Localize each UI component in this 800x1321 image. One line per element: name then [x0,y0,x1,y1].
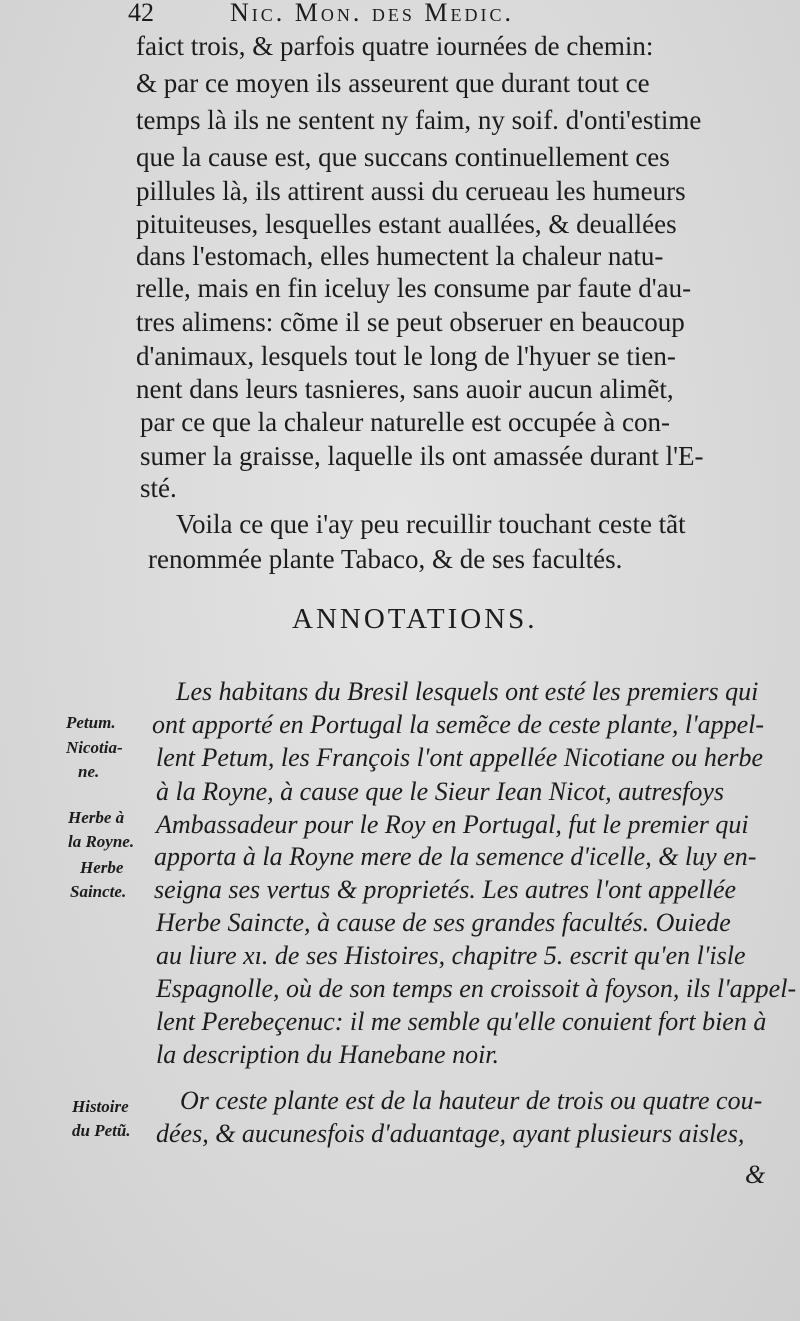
margin-note: ne. [78,762,100,781]
body-line: relle, mais en fin iceluy les consume par faute d'au- [136,273,692,303]
annotation-line: ont apporté en Portugal la semẽce de ceste plante, l'appel- [152,710,765,739]
body-line: sumer la graisse, laquelle ils ont amassée durant l'E- [140,441,704,471]
margin-note: Saincte. [70,882,127,901]
running-title: Nic. Mon. des Medic. [230,0,515,27]
body-line: pituiteuses, lesquelles estant auallées, & deuallées [136,209,677,239]
section-heading: ANNOTATIONS. [292,603,538,635]
body-line: & par ce moyen ils asseurent que durant tout ce [136,68,650,98]
margin-note: du Petũ. [72,1121,131,1140]
margin-note: Nicotia- [66,738,123,757]
body-line: sté. [140,473,177,503]
body-line: temps là ils ne sentent ny faim, ny soif. d'onti'estime [136,105,702,135]
body-line: renommée plante Tabaco, & de ses facultés. [148,544,623,574]
margin-note: la Royne. [68,832,135,851]
annotation-line: lent Perebeçenuc: il me semble qu'elle conuient fort bien à [156,1007,767,1036]
annotation-line: seigna ses vertus & proprietés. Les autres l'ont appellée [154,875,737,904]
annotation-line: à la Royne, à cause que le Sieur Iean Nicot, autresfoys [156,777,725,806]
annotation-line: apporta à la Royne mere de la semence d'icelle, & luy en- [154,842,757,871]
body-line: d'animaux, lesquels tout le long de l'hyuer se tien- [136,341,676,371]
annotation-line: dées, & aucunesfois d'aduantage, ayant plusieurs aisles, [156,1119,745,1148]
body-line: par ce que la chaleur naturelle est occupée à con- [140,407,670,437]
margin-note: Herbe à [68,808,125,827]
body-line: que la cause est, que succans continuellement ces [136,142,670,172]
body-line: tres alimens: cõme il se peut obseruer en beaucoup [136,307,685,337]
annotation-line: la description du Hanebane noir. [156,1040,500,1069]
running-header [128,0,768,30]
annotation-line: au liure xı. de ses Histoires, chapitre 5. escrit qu'en l'isle [156,941,746,970]
body-line: pillules là, ils attirent aussi du cerueau les humeurs [136,176,686,206]
annotation-line: Herbe Saincte, à cause de ses grandes facultés. Ouiede [156,908,731,937]
page-number: 42 [128,0,154,27]
body-line: Voila ce que i'ay peu recuillir touchant ceste tãt [176,509,686,539]
catchword: & [745,1160,766,1189]
annotation-line: Espagnolle, où de son temps en croissoit à foyson, ils l'appel- [156,974,797,1003]
margin-note: Histoire [72,1097,129,1116]
annotation-line: Ambassadeur pour le Roy en Portugal, fut le premier qui [156,810,749,839]
margin-note: Herbe [80,858,124,877]
annotation-line: Les habitans du Bresil lesquels ont esté les premiers qui [176,677,759,706]
body-line: nent dans leurs tasnieres, sans auoir aucun alimẽt, [136,374,674,404]
annotation-line: Or ceste plante est de la hauteur de trois ou quatre cou- [180,1086,763,1115]
annotation-line: lent Petum, les François l'ont appellée Nicotiane ou herbe [156,743,764,772]
body-line: dans l'estomach, elles humectent la chaleur natu- [136,241,664,271]
margin-note: Petum. [66,713,116,732]
body-line: faict trois, & parfois quatre iournées de chemin: [136,31,654,61]
